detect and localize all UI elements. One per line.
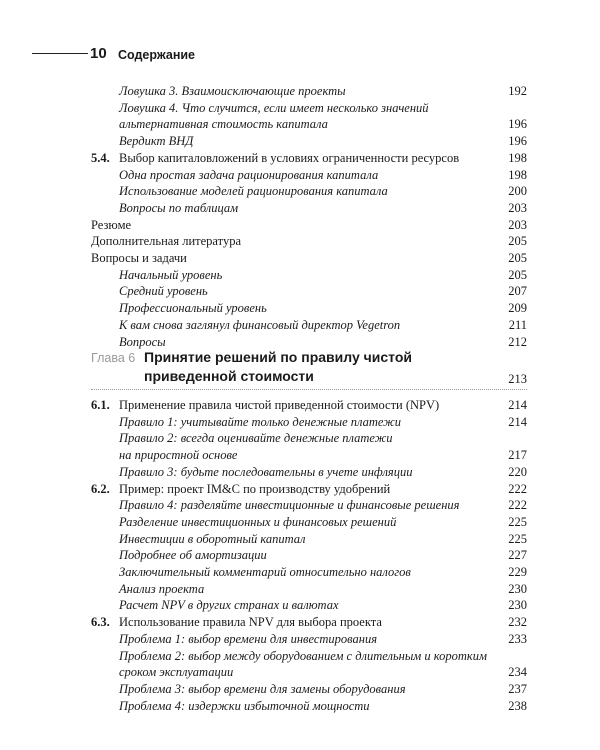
- chapter-title-line-2: приведенной стоимости: [144, 368, 314, 384]
- entry-title: Вердикт ВНД: [119, 134, 194, 149]
- toc-entry[interactable]: [0, 266, 600, 284]
- toc-entry[interactable]: [0, 446, 600, 464]
- entry-page-number: 230: [508, 598, 527, 613]
- entry-page-number: 196: [508, 117, 527, 132]
- toc-entry[interactable]: [0, 333, 600, 351]
- entry-title: Дополнительная литература: [91, 234, 241, 249]
- toc-section-entry[interactable]: [0, 613, 600, 631]
- entry-page-number: 225: [508, 531, 527, 546]
- entry-title: Правило 4: разделяйте инвестиционные и финансовые решения: [119, 498, 460, 513]
- toc-entry[interactable]: [0, 166, 600, 184]
- entry-title: Использование моделей рационирования капитала: [119, 184, 388, 199]
- toc-entry[interactable]: [0, 316, 600, 334]
- toc-entry[interactable]: [0, 299, 600, 317]
- toc-section-entry[interactable]: [0, 480, 600, 498]
- toc-entry[interactable]: [0, 463, 600, 481]
- toc-entry[interactable]: [0, 513, 600, 531]
- entry-title: Профессиональный уровень: [119, 301, 267, 316]
- toc-entry[interactable]: [0, 413, 600, 431]
- entry-page-number: 192: [508, 84, 527, 98]
- entry-title: на приростной основе: [119, 448, 238, 463]
- entry-title: сроком эксплуатации: [119, 665, 234, 680]
- toc-section-entry[interactable]: [0, 396, 600, 414]
- toc-entry[interactable]: [0, 546, 600, 564]
- toc-entry[interactable]: [0, 630, 600, 648]
- toc-entry[interactable]: [0, 99, 600, 117]
- entry-title: Проблема 3: выбор времени для замены оборудования: [119, 681, 406, 696]
- entry-title: Резюме: [91, 217, 132, 232]
- toc-entry[interactable]: [0, 647, 600, 665]
- toc-entry[interactable]: [0, 216, 600, 234]
- entry-title: Ловушка 3. Взаимоисключающие проекты: [119, 84, 346, 98]
- entry-page-number: 205: [508, 267, 527, 282]
- entry-title: Инвестиции в оборотный капитал: [119, 531, 306, 546]
- entry-page-number: 212: [508, 334, 527, 349]
- section-number: 6.3.: [91, 615, 110, 630]
- entry-page-number: 233: [508, 631, 527, 646]
- entry-page-number: 227: [508, 548, 527, 563]
- entry-page-number: 234: [508, 665, 527, 680]
- entry-title: Правило 3: будьте последовательны в учете инфляции: [119, 464, 413, 479]
- toc-entry[interactable]: [0, 282, 600, 300]
- chapter-dotted-rule: [91, 389, 527, 390]
- toc-entry[interactable]: [0, 199, 600, 217]
- chapter-heading[interactable]: [0, 347, 600, 393]
- entry-title: Проблема 4: издержки избыточной мощности: [119, 698, 370, 713]
- toc-entry[interactable]: [0, 663, 600, 681]
- toc-entry[interactable]: [0, 697, 600, 715]
- entry-page-number: 200: [508, 184, 527, 199]
- entry-title: Средний уровень: [119, 284, 208, 299]
- entry-page-number: 217: [508, 448, 527, 463]
- entry-title: Разделение инвестиционных и финансовых решений: [119, 514, 397, 529]
- toc-entry[interactable]: [0, 580, 600, 598]
- entry-title: Расчет NPV в других странах и валютах: [119, 598, 339, 613]
- toc-entry[interactable]: [0, 249, 600, 267]
- entry-page-number: 225: [508, 514, 527, 529]
- entry-title: Применение правила чистой приведенной стоимости (NPV): [119, 398, 440, 412]
- entry-page-number: 220: [508, 464, 527, 479]
- entry-title: Ловушка 4. Что случится, если имеет несколько значений: [119, 100, 429, 115]
- entry-title: Одна простая задача рационирования капитала: [119, 167, 379, 182]
- entry-page-number: 214: [508, 414, 527, 429]
- entry-title: Анализ проекта: [119, 581, 205, 596]
- toc-entry[interactable]: [0, 530, 600, 548]
- entry-title: Правило 1: учитывайте только денежные платежи: [119, 414, 402, 429]
- toc-entry[interactable]: [0, 182, 600, 200]
- toc-entry[interactable]: [0, 232, 600, 250]
- entry-page-number: 207: [508, 284, 527, 299]
- running-title: Содержание: [118, 48, 196, 62]
- entry-title: Проблема 2: выбор между оборудованием с длительным и коротким: [119, 648, 488, 663]
- entry-title: Вопросы: [119, 334, 166, 349]
- entry-page-number: 203: [508, 200, 527, 215]
- entry-title: Вопросы по таблицам: [119, 200, 239, 215]
- entry-page-number: 209: [508, 301, 527, 316]
- entry-title: Начальный уровень: [119, 267, 223, 282]
- entry-page-number: 222: [508, 498, 527, 513]
- toc-entry[interactable]: [0, 82, 600, 100]
- toc-entry[interactable]: [0, 563, 600, 581]
- toc-entry[interactable]: [0, 496, 600, 514]
- toc-entry[interactable]: [0, 680, 600, 698]
- entry-page-number: 196: [508, 134, 527, 149]
- toc-section-entry[interactable]: [0, 149, 600, 167]
- entry-page-number: 214: [508, 398, 527, 412]
- entry-title: Правило 2: всегда оценивайте денежные платежи: [119, 431, 393, 446]
- entry-page-number: 198: [508, 150, 527, 165]
- entry-title: альтернативная стоимость капитала: [119, 117, 328, 132]
- entry-title: Пример: проект IM&C по производству удобрений: [119, 481, 391, 496]
- entry-title: Выбор капиталовложений в условиях ограниченности ресурсов: [119, 150, 460, 165]
- entry-page-number: 238: [508, 698, 527, 713]
- toc-entry[interactable]: [0, 596, 600, 614]
- entry-title: Вопросы и задачи: [91, 251, 187, 265]
- chapter-title-line-1: Принятие решений по правилу чистой: [144, 349, 412, 365]
- entry-page-number: 198: [508, 167, 527, 182]
- entry-title: Заключительный комментарий относительно налогов: [119, 565, 411, 579]
- chapter-label: Глава 6: [91, 351, 136, 365]
- entry-page-number: 222: [508, 481, 527, 496]
- entry-page-number: 237: [508, 681, 527, 696]
- section-number: 6.2.: [91, 481, 110, 496]
- toc-entry[interactable]: [0, 115, 600, 133]
- entry-page-number: 205: [508, 251, 527, 265]
- entry-page-number: 211: [508, 317, 527, 332]
- entry-page-number: 230: [508, 581, 527, 596]
- entry-title: Подробнее об амортизации: [119, 548, 267, 563]
- entry-page-number: 229: [508, 565, 527, 579]
- entry-title: К вам снова заглянул финансовый директор Vegetron: [119, 317, 401, 332]
- entry-title: Использование правила NPV для выбора проекта: [119, 615, 382, 630]
- chapter-page: 213: [508, 372, 527, 386]
- entry-title: Проблема 1: выбор времени для инвестирования: [119, 631, 378, 646]
- entry-page-number: 205: [508, 234, 527, 249]
- section-number: 5.4.: [91, 150, 110, 165]
- toc-entry[interactable]: [0, 429, 600, 447]
- toc-entry[interactable]: [0, 132, 600, 150]
- section-number: 6.1.: [91, 398, 110, 412]
- page-number: 10: [90, 45, 107, 62]
- entry-page-number: 232: [508, 615, 527, 630]
- entry-page-number: 203: [508, 217, 527, 232]
